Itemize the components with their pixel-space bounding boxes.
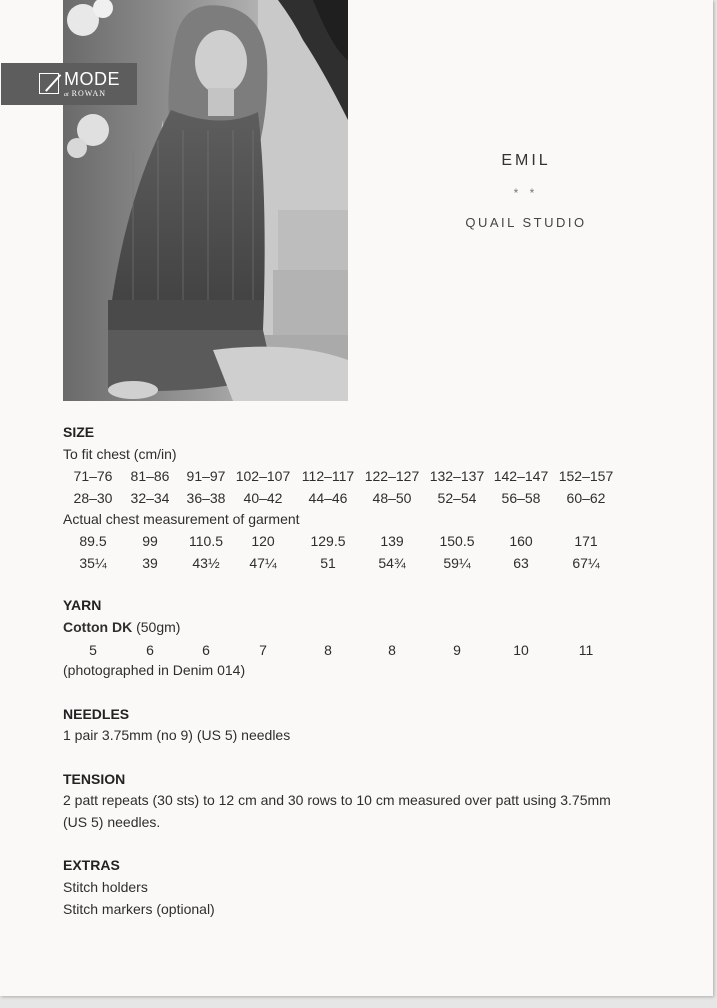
size-column-value: 39 bbox=[142, 555, 158, 571]
size-column-value: 99 bbox=[142, 533, 158, 549]
size-heading: SIZE bbox=[63, 424, 95, 440]
size-column-value: 48–50 bbox=[372, 490, 412, 506]
fit-chest-label: To fit chest (cm/in) bbox=[63, 446, 177, 462]
size-column-value: 9 bbox=[453, 642, 461, 658]
yarn-balls-row bbox=[63, 642, 663, 660]
size-column-value: 60–62 bbox=[566, 490, 606, 506]
actual-chest-in-row bbox=[63, 555, 663, 573]
size-column-value: 10 bbox=[513, 642, 529, 658]
yarn-note: (photographed in Denim 014) bbox=[63, 662, 246, 678]
yarn-name-line bbox=[63, 619, 180, 635]
size-column-value: 120 bbox=[251, 533, 275, 549]
size-column-value: 36–38 bbox=[186, 490, 226, 506]
extras-item: Stitch holders bbox=[63, 879, 148, 895]
logo-mark-icon bbox=[39, 73, 59, 94]
difficulty-rating: * * bbox=[513, 186, 539, 200]
size-column-value: 5 bbox=[89, 642, 97, 658]
size-column-value: 89.5 bbox=[79, 533, 107, 549]
size-column-value: 142–147 bbox=[493, 468, 549, 484]
size-column-value: 71–76 bbox=[73, 468, 113, 484]
yarn-weight: (50gm) bbox=[132, 619, 181, 635]
size-column-value: 44–46 bbox=[308, 490, 348, 506]
size-column-value: 47¼ bbox=[249, 555, 277, 571]
size-column-value: 91–97 bbox=[186, 468, 226, 484]
fit-chest-cm-row bbox=[63, 468, 663, 486]
size-column-value: 8 bbox=[324, 642, 332, 658]
extras-item: Stitch markers (optional) bbox=[63, 901, 215, 917]
needles-heading: NEEDLES bbox=[63, 706, 130, 722]
size-column-value: 160 bbox=[509, 533, 533, 549]
needles-text: 1 pair 3.75mm (no 9) (US 5) needles bbox=[63, 727, 291, 743]
size-column-value: 171 bbox=[574, 533, 598, 549]
size-column-value: 110.5 bbox=[189, 533, 223, 549]
mode-at-rowan-logo bbox=[1, 63, 137, 105]
size-column-value: 28–30 bbox=[73, 490, 113, 506]
size-column-value: 129.5 bbox=[310, 533, 346, 549]
size-column-value: 32–34 bbox=[130, 490, 170, 506]
size-column-value: 11 bbox=[578, 642, 594, 658]
size-column-value: 6 bbox=[202, 642, 210, 658]
yarn-name: Cotton DK bbox=[63, 619, 133, 635]
size-column-value: 54¾ bbox=[378, 555, 406, 571]
size-column-value: 35¼ bbox=[79, 555, 107, 571]
size-column-value: 51 bbox=[320, 555, 336, 571]
pattern-title-block bbox=[420, 150, 632, 232]
size-column-value: 63 bbox=[513, 555, 529, 571]
size-column-value: 59¼ bbox=[443, 555, 471, 571]
size-column-value: 8 bbox=[388, 642, 396, 658]
size-column-value: 52–54 bbox=[437, 490, 477, 506]
size-column-value: 122–127 bbox=[364, 468, 420, 484]
size-column-value: 43½ bbox=[192, 555, 220, 571]
fit-chest-in-row bbox=[63, 490, 663, 508]
model-photo bbox=[63, 0, 348, 401]
size-column-value: 150.5 bbox=[439, 533, 475, 549]
size-column-value: 56–58 bbox=[501, 490, 541, 506]
size-column-value: 112–117 bbox=[301, 468, 355, 484]
tension-line-1: 2 patt repeats (30 sts) to 12 cm and 30 rows to 10 cm measured over patt using 3.75mm bbox=[63, 792, 611, 808]
extras-heading: EXTRAS bbox=[63, 857, 120, 873]
size-column-value: 152–157 bbox=[558, 468, 614, 484]
logo-brand: MODE bbox=[64, 69, 120, 89]
yarn-heading: YARN bbox=[63, 597, 102, 613]
size-column-value: 40–42 bbox=[243, 490, 283, 506]
size-column-value: 139 bbox=[380, 533, 404, 549]
designer-name: QUAIL STUDIO bbox=[465, 215, 587, 230]
tension-line-2: (US 5) needles. bbox=[63, 814, 161, 830]
tension-heading: TENSION bbox=[63, 771, 126, 787]
pattern-title: EMIL bbox=[501, 152, 551, 169]
size-column-value: 81–86 bbox=[130, 468, 170, 484]
size-column-value: 6 bbox=[146, 642, 154, 658]
size-column-value: 102–107 bbox=[235, 468, 291, 484]
logo-subtitle: at ROWAN bbox=[64, 89, 107, 98]
size-column-value: 132–137 bbox=[429, 468, 485, 484]
size-column-value: 67¼ bbox=[572, 555, 600, 571]
actual-chest-label: Actual chest measurement of garment bbox=[63, 511, 300, 527]
actual-chest-cm-row bbox=[63, 533, 663, 551]
size-column-value: 7 bbox=[259, 642, 267, 658]
